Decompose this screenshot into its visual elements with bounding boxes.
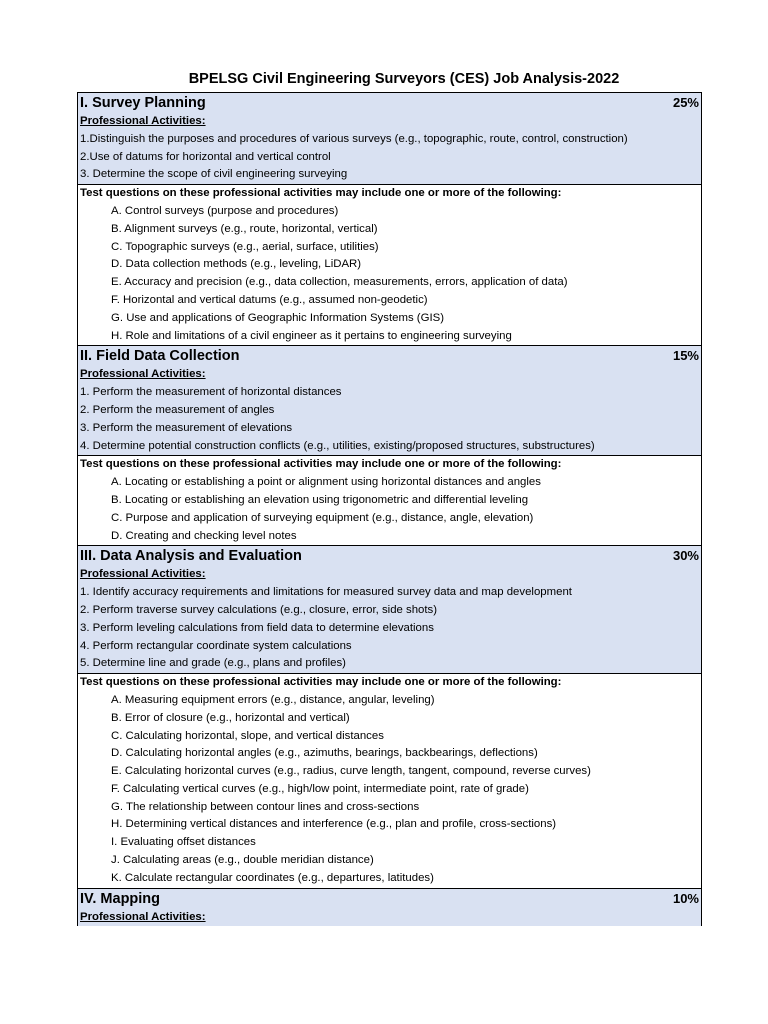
section-header — [78, 546, 701, 566]
topic-item: A. Locating or establishing a point or alignment using horizontal distances and angles — [111, 476, 541, 489]
section-title: I. Survey Planning — [80, 95, 206, 111]
section-title: IV. Mapping — [80, 890, 161, 907]
job-analysis-table — [77, 92, 702, 926]
topic-item: J. Calculating areas (e.g., double meridian distance) — [111, 854, 374, 867]
activity-item: 2. Perform traverse survey calculations (e.g., closure, error, side shots) — [80, 603, 438, 616]
activity-item: 1. Identify accuracy requirements and limitations for measured survey data and map development — [80, 586, 572, 599]
document-title: BPELSG Civil Engineering Surveyors (CES) Job Analysis-2022 — [188, 71, 620, 87]
section-percent: 25% — [672, 95, 699, 110]
professional-activities-label: Professional Activities: — [80, 910, 206, 923]
section-title: III. Data Analysis and Evaluation — [80, 548, 302, 565]
activity-item: 4. Perform rectangular coordinate system calculations — [80, 639, 352, 652]
topic-item: E. Calculating horizontal curves (e.g., radius, curve length, tangent, compound, reverse curves) — [111, 765, 591, 778]
topic-item: B. Locating or establishing an elevation using trigonometric and differential leveling — [111, 493, 529, 506]
topic-item: H. Role and limitations of a civil engineer as it pertains to engineering surveying — [111, 329, 512, 342]
topic-item: A. Control surveys (purpose and procedures) — [111, 204, 339, 217]
activity-item: 1.Distinguish the purposes and procedures of various surveys (e.g., topographic, route, control, construction) — [80, 132, 628, 145]
topic-item: G. The relationship between contour lines and cross-sections — [111, 800, 420, 813]
topic-item: D. Calculating horizontal angles (e.g., azimuths, bearings, backbearings, deflections) — [111, 747, 538, 760]
professional-activities-label: Professional Activities: — [80, 568, 206, 581]
activity-item: 3. Determine the scope of civil engineering surveying — [80, 168, 348, 181]
topic-item: C. Topographic surveys (e.g., aerial, surface, utilities) — [111, 240, 379, 253]
topic-item: G. Use and applications of Geographic Information Systems (GIS) — [111, 311, 445, 324]
topic-item: B. Alignment surveys (e.g., route, horizontal, vertical) — [111, 222, 378, 235]
section-mapping — [78, 888, 701, 927]
professional-activities-label: Professional Activities: — [80, 115, 206, 127]
topic-item: D. Creating and checking level notes — [111, 529, 297, 542]
topic-item: E. Accuracy and precision (e.g., data collection, measurements, errors, application of data) — [111, 276, 568, 289]
activity-item: 3. Perform leveling calculations from field data to determine elevations — [80, 621, 434, 634]
activity-item: 1. Perform the measurement of horizontal distances — [80, 386, 342, 399]
section-percent: 30% — [672, 548, 699, 564]
topic-item: C. Calculating horizontal, slope, and vertical distances — [111, 729, 384, 742]
topic-item: B. Error of closure (e.g., horizontal and vertical) — [111, 711, 350, 724]
topic-item: D. Data collection methods (e.g., leveling, LiDAR) — [111, 258, 362, 271]
section-title: II. Field Data Collection — [80, 348, 240, 365]
topics-field-data-collection — [78, 456, 701, 545]
topic-item: F. Horizontal and vertical datums (e.g., assumed non-geodetic) — [111, 293, 428, 306]
section-data-analysis — [78, 545, 701, 674]
section-header — [78, 889, 701, 909]
activity-item: 3. Perform the measurement of elevations — [80, 421, 293, 434]
section-percent: 15% — [672, 348, 699, 364]
activity-item: 2.Use of datums for horizontal and vertical control — [80, 150, 331, 163]
section-header — [78, 93, 701, 113]
section-field-data-collection — [78, 345, 701, 456]
topic-item: C. Purpose and application of surveying equipment (e.g., distance, angle, elevation) — [111, 511, 534, 524]
section-survey-planning — [78, 92, 701, 185]
topics-data-analysis — [78, 674, 701, 888]
section-percent: 10% — [672, 890, 699, 906]
professional-activities-label: Professional Activities: — [80, 368, 206, 381]
topic-item: F. Calculating vertical curves (e.g., high/low point, intermediate point, rate of grade) — [111, 782, 529, 795]
topic-item: I. Evaluating offset distances — [111, 836, 256, 849]
topics-survey-planning — [78, 185, 701, 345]
topic-item: A. Measuring equipment errors (e.g., distance, angular, leveling) — [111, 693, 435, 706]
topic-item: H. Determining vertical distances and interference (e.g., plan and profile, cross-sections) — [111, 818, 557, 831]
topic-item: K. Calculate rectangular coordinates (e.g., departures, latitudes) — [111, 871, 434, 884]
activity-item: 5. Determine line and grade (e.g., plans and profiles) — [80, 657, 346, 670]
test-questions-label: Test questions on these professional activities may include one or more of the following: — [80, 187, 562, 200]
activity-item: 2. Perform the measurement of angles — [80, 403, 275, 416]
test-questions-label: Test questions on these professional activities may include one or more of the following: — [80, 676, 562, 689]
activity-item: 4. Determine potential construction conflicts (e.g., utilities, existing/proposed structures, substructures) — [80, 439, 595, 452]
section-header — [78, 346, 701, 366]
test-questions-label: Test questions on these professional activities may include one or more of the following: — [80, 458, 562, 471]
